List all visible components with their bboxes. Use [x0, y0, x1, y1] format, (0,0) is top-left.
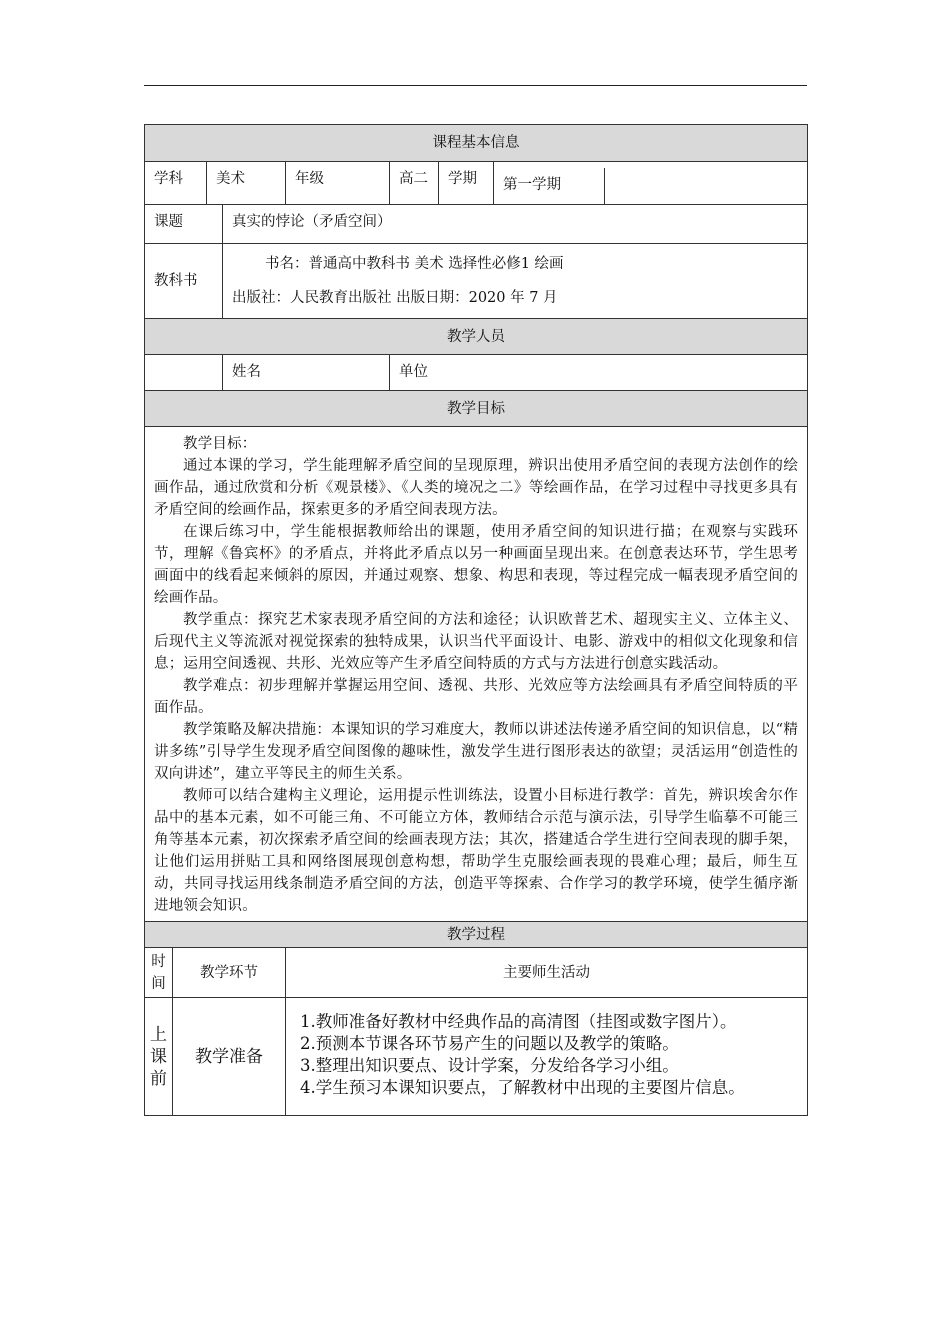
- lesson-plan-table: [144, 124, 808, 1116]
- objectives-paragraph: 教师可以结合建构主义理论，运用提示性训练法，设置小目标进行教学：首先，辨识埃舍尔作品中的基本元素，如不可能三角、不可能立方体，教师结合示范与演示法，引导学生临摹不可能三角等基本元素，初次探索矛盾空间的绘画表现方法；其次，搭建适合学生进行空间表现的脚手架，让他们运用拼贴工具和网络图展现创意构想，帮助学生克服绘画表现的畏难心理；最后，师生互动，共同寻找运用线条制造矛盾空间的方法，创造平等探索、合作学习的教学环境，使学生循序渐进地领会知识。: [154, 788, 799, 914]
- textbook-title: 书名：普通高中教科书 美术 选择性必修1 绘画: [265, 256, 564, 272]
- objectives-paragraph: 教学重点：探究艺术家表现矛盾空间的方法和途径；认识欧普艺术、超现实主义、立体主义、后现代主义等流派对视觉探索的独特成果，认识当代平面设计、电影、游戏中的相似文化现象和信息；运用空间透视、共形、光效应等产生矛盾空间特质的方式与方法进行创意实践活动。: [154, 612, 799, 672]
- section-header-process: 教学过程: [145, 922, 808, 948]
- process-stage-cell: 教学准备: [173, 998, 286, 1116]
- col-header-time: 时间: [145, 948, 173, 998]
- activity-item: 2.预测本节课各环节易产生的问题以及教学的策略。: [300, 1033, 679, 1053]
- objectives-paragraph: 在课后练习中，学生能根据教师给出的课题，使用矛盾空间的知识进行描；在观察与实践环节，理解《鲁宾杯》的矛盾点，并将此矛盾点以另一种画面呈现出来。在创意表达环节，学生思考画面中的线看起来倾斜的原因，并通过观察、想象、构思和表现，等过程完成一幅表现矛盾空间的绘画作品。: [154, 524, 799, 606]
- process-activity-list: [286, 998, 808, 1116]
- subject-label: 学科: [145, 162, 207, 205]
- section-header-objectives: 教学目标: [145, 391, 808, 427]
- grade-value: 高二: [390, 162, 439, 205]
- textbook-publisher: 出版社：人民教育出版社 出版日期：2020 年 7 月: [232, 290, 558, 306]
- objectives-paragraph: 通过本课的学习，学生能理解矛盾空间的呈现原理，辨识出使用矛盾空间的表现方法创作的绘画作品，通过欣赏和分析《观景楼》、《人类的境况之二》等绘画作品，在学习过程中寻找更多具有矛盾空间的绘画作品，探索更多的矛盾空间表现方法。: [154, 458, 799, 518]
- section-header-staff: 教学人员: [145, 319, 808, 355]
- activity-item: 3.整理出知识要点、设计学案，分发给各学习小组。: [300, 1055, 679, 1075]
- col-header-activity: 主要师生活动: [286, 948, 808, 998]
- term-label: 学期: [439, 162, 494, 205]
- header-rule: [144, 85, 807, 86]
- objectives-paragraph: 教学目标：: [183, 436, 257, 452]
- topic-value: 真实的悖论（矛盾空间）: [223, 205, 808, 244]
- staff-unit-label: 单位: [390, 355, 808, 391]
- subject-value: 美术: [207, 162, 286, 205]
- activity-item: 1.教师准备好教材中经典作品的高清图（挂图或数字图片）。: [300, 1011, 737, 1031]
- topic-label: 课题: [145, 205, 223, 244]
- process-time-cell: 上课前: [145, 998, 173, 1116]
- textbook-label: 教科书: [145, 244, 223, 319]
- term-value: 第一学期: [494, 168, 605, 204]
- section-header-basic-info: 课程基本信息: [145, 125, 808, 162]
- objectives-body: [145, 427, 808, 922]
- objectives-paragraph: 教学策略及解决措施：本课知识的学习难度大，教师以讲述法传递矛盾空间的知识信息，以“精讲多练”引导学生发现矛盾空间图像的趣味性，激发学生进行图形表达的欲望；灵活运用“创造性的双向讲述”，建立平等民主的师生关系。: [154, 722, 799, 782]
- grade-label: 年级: [286, 162, 390, 205]
- staff-name-label: 姓名: [223, 355, 390, 391]
- objectives-paragraph: 教学难点：初步理解并掌握运用空间、透视、共形、光效应等方法绘画具有矛盾空间特质的平面作品。: [154, 678, 799, 716]
- activity-item: 4.学生预习本课知识要点，了解教材中出现的主要图片信息。: [300, 1077, 745, 1097]
- col-header-stage: 教学环节: [173, 948, 286, 998]
